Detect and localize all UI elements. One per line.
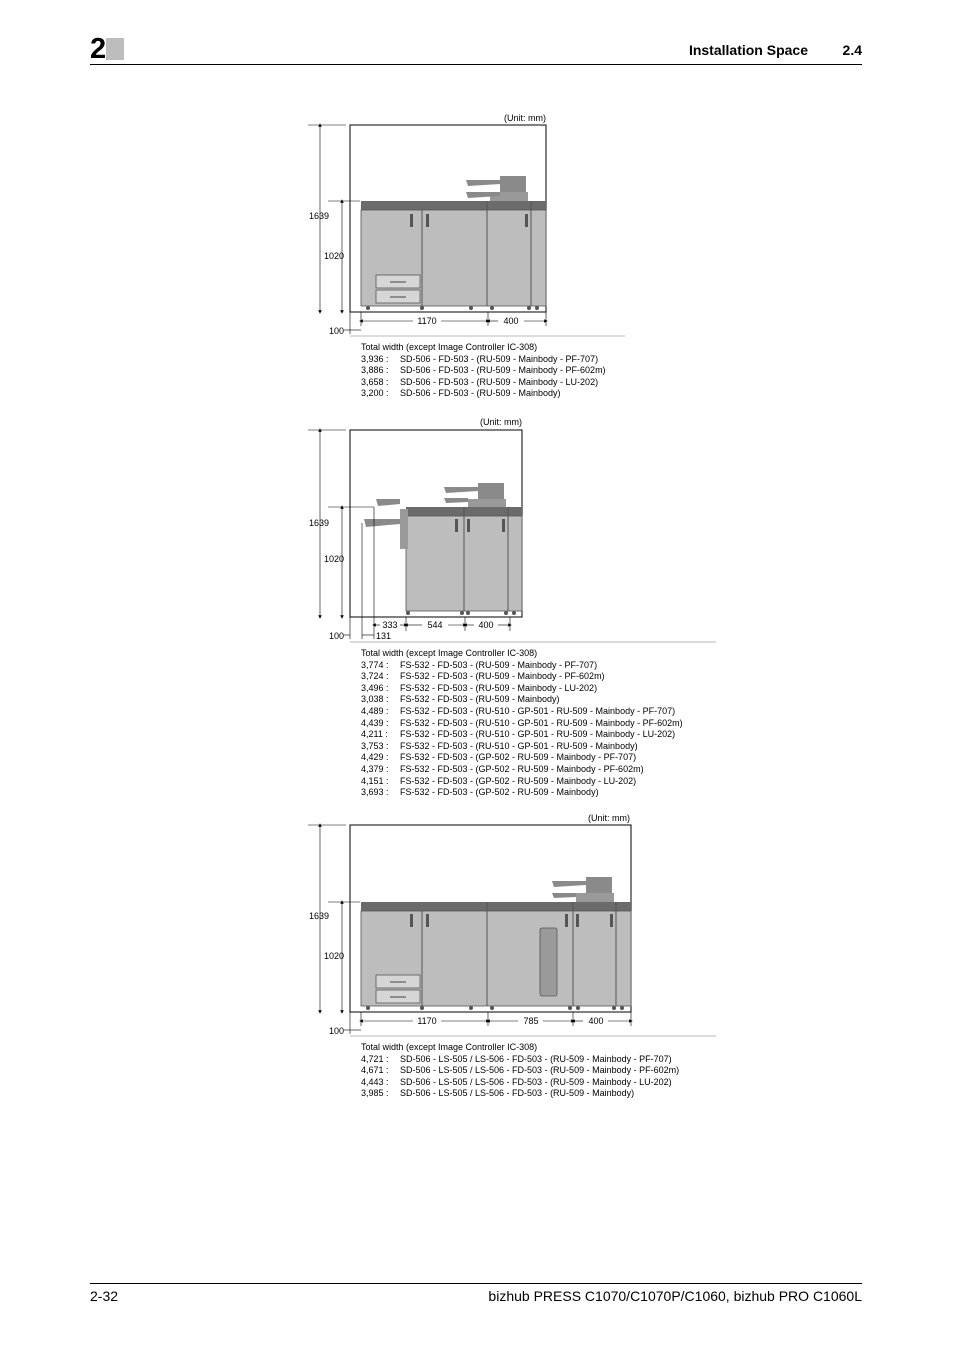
- figure-fs532-layout: [300, 413, 720, 645]
- list-item: 3,658 : SD-506 - FD-503 - (RU-509 - Mainbody - LU-202): [361, 376, 599, 387]
- list-item: 4,151 : FS-532 - FD-503 - (GP-502 - RU-509 - Mainbody - LU-202): [361, 775, 637, 786]
- footer-rule: [90, 1283, 862, 1284]
- dim-width-3: 400: [588, 1016, 604, 1026]
- total-width-title: Total width (except Image Controller IC-308): [361, 1042, 538, 1052]
- dim-floor: 100: [329, 326, 345, 336]
- list-item: 4,211 : FS-532 - FD-503 - (RU-510 - GP-501 - RU-509 - Mainbody - LU-202): [361, 729, 676, 740]
- dim-height-total: 1639: [309, 211, 330, 221]
- total-width-list-2: [361, 648, 683, 799]
- header-section-number: 2.4: [842, 42, 862, 58]
- total-width-title: Total width (except Image Controller IC-308): [361, 342, 538, 352]
- figure-sd506-layout: [300, 108, 630, 340]
- chapter-digit: 2: [90, 33, 107, 65]
- list-item: 4,671 : SD-506 - LS-505 / LS-506 - FD-503 - (RU-509 - Mainbody - PF-602m): [361, 1065, 680, 1076]
- list-item: 3,774 : FS-532 - FD-503 - (RU-509 - Mainbody - PF-707): [361, 659, 598, 670]
- dim-floor: 100: [329, 1026, 345, 1036]
- dim-height-total: 1639: [309, 911, 330, 921]
- dim-height-body: 1020: [324, 251, 345, 261]
- machine-illustration: [361, 176, 546, 310]
- dim-width-2: 400: [503, 316, 519, 326]
- dim-width-2: 785: [523, 1016, 539, 1026]
- total-width-list-1: [361, 342, 606, 400]
- machine-illustration: [361, 877, 631, 1010]
- chapter-tab-shade: [106, 38, 124, 60]
- figure-sd506-ls505-layout: [300, 808, 720, 1040]
- dim-width-2: 400: [478, 620, 494, 630]
- unit-label: (Unit: mm): [504, 113, 546, 123]
- total-width-title: Total width (except Image Controller IC-308): [361, 648, 538, 658]
- list-item: 3,936 : SD-506 - FD-503 - (RU-509 - Mainbody - PF-707): [361, 353, 599, 364]
- list-item: 3,724 : FS-532 - FD-503 - (RU-509 - Mainbody - PF-602m): [361, 671, 605, 682]
- unit-label: (Unit: mm): [588, 813, 630, 823]
- list-item: 3,753 : FS-532 - FD-503 - (RU-510 - GP-501 - RU-509 - Mainbody): [361, 740, 638, 751]
- list-item: 3,985 : SD-506 - LS-505 / LS-506 - FD-503 - (RU-509 - Mainbody): [361, 1088, 635, 1099]
- dim-height-body: 1020: [324, 951, 345, 961]
- dim-width-1: 1170: [417, 1016, 437, 1026]
- list-item: 4,379 : FS-532 - FD-503 - (GP-502 - RU-509 - Mainbody - PF-602m): [361, 763, 644, 774]
- dim-floor: 100: [329, 631, 345, 641]
- chapter-number: [90, 33, 124, 65]
- list-item: 4,439 : FS-532 - FD-503 - (RU-510 - GP-501 - RU-509 - Mainbody - PF-602m): [361, 717, 683, 728]
- dim-height-total: 1639: [309, 518, 330, 528]
- page-number: 2-32: [90, 1288, 119, 1304]
- total-width-list-3: [361, 1042, 679, 1100]
- list-item: 4,489 : FS-532 - FD-503 - (RU-510 - GP-501 - RU-509 - Mainbody - PF-707): [361, 705, 676, 716]
- figure-2-drawing: [300, 413, 720, 645]
- list-item: 4,443 : SD-506 - LS-505 / LS-506 - FD-503 - (RU-509 - Mainbody - LU-202): [361, 1076, 672, 1087]
- list-item: 4,721 : SD-506 - LS-505 / LS-506 - FD-503 - (RU-509 - Mainbody - PF-707): [361, 1053, 672, 1064]
- unit-label: (Unit: mm): [480, 417, 522, 427]
- dim-width-0: 333: [382, 620, 398, 630]
- list-item: 3,038 : FS-532 - FD-503 - (RU-509 - Mainbody): [361, 694, 560, 705]
- header-rule: [90, 64, 862, 65]
- header-title: Installation Space: [688, 42, 808, 58]
- dim-width-1: 1170: [417, 316, 437, 326]
- figure-3-drawing: [300, 808, 720, 1040]
- footer-model: bizhub PRESS C1070/C1070P/C1060, bizhub PRO C1060L: [488, 1288, 862, 1304]
- figure-1-drawing: [300, 108, 630, 340]
- list-item: 3,886 : SD-506 - FD-503 - (RU-509 - Mainbody - PF-602m): [361, 365, 606, 376]
- machine-illustration: [364, 483, 522, 615]
- dim-width-1: 544: [427, 620, 443, 630]
- dim-width-0b: 131: [376, 631, 392, 641]
- dim-height-body: 1020: [324, 554, 345, 564]
- list-item: 3,693 : FS-532 - FD-503 - (GP-502 - RU-509 - Mainbody): [361, 787, 599, 798]
- list-item: 3,496 : FS-532 - FD-503 - (RU-509 - Mainbody - LU-202): [361, 682, 598, 693]
- list-item: 3,200 : SD-506 - FD-503 - (RU-509 - Mainbody): [361, 388, 561, 399]
- list-item: 4,429 : FS-532 - FD-503 - (GP-502 - RU-509 - Mainbody - PF-707): [361, 752, 637, 763]
